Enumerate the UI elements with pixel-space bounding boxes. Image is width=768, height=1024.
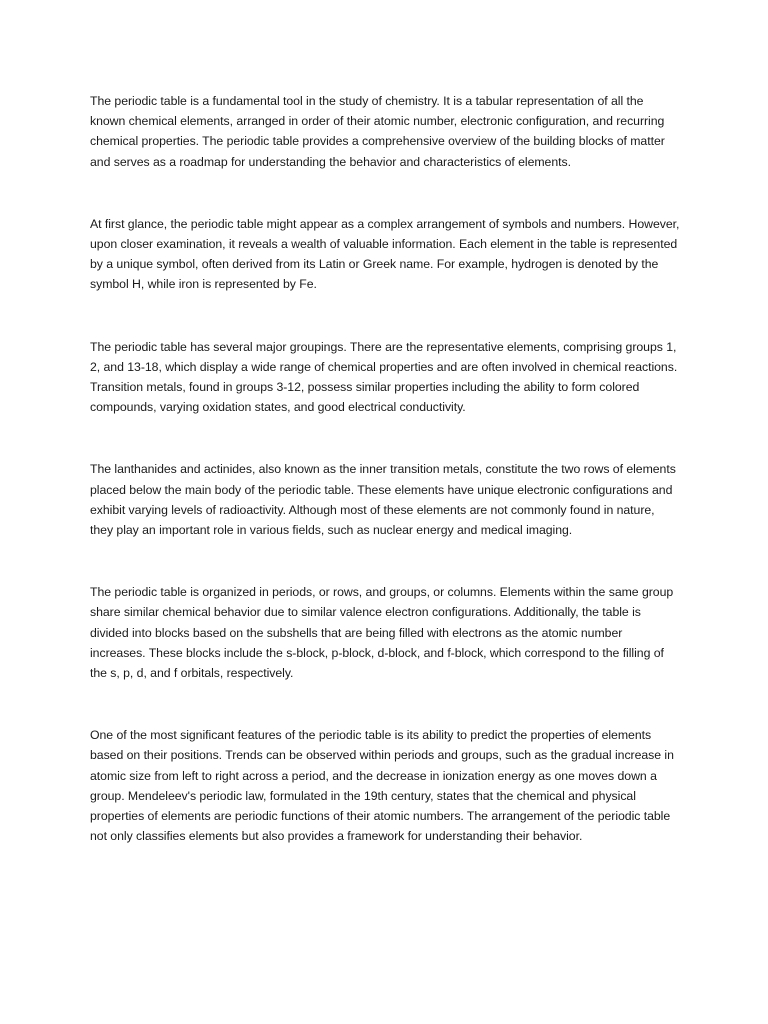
paragraph-intro: The periodic table is a fundamental tool in the study of chemistry. It is a tabular representation of all the known chemical elements, arranged in order of their atomic number, electronic configuration, and recurring chemical properties. The periodic table provides a comprehensive overview of the building blocks of matter and serves as a roadmap for understanding the behavior and characteristics of elements. — [90, 94, 665, 169]
paragraph-symbols: At first glance, the periodic table might appear as a complex arrangement of symbols and numbers. However, upon closer examination, it reveals a wealth of valuable information. Each element in the table is represented by a unique symbol, often derived from its Latin or Greek name. For example, hydrogen is denoted by the symbol H, while iron is represented by Fe. — [90, 216, 680, 292]
paragraph-lanthanides-actinides: The lanthanides and actinides, also known as the inner transition metals, constitute the two rows of elements placed below the main body of the periodic table. These elements have unique electronic configurations and exhibit varying levels of radioactivity. Although most of these elements are not commonly found in nature, they play an important role in various fields, such as nuclear energy and medical imaging. — [90, 462, 676, 538]
document-body — [90, 91, 680, 888]
paragraph-groupings: The periodic table has several major groupings. There are the representative elements, comprising groups 1, 2, and 13-18, which display a wide range of chemical properties and are often involved in chemical reactions. Transition metals, found in groups 3-12, possess similar properties including the ability to form colored compounds, varying oxidation states, and good electrical conductivity. — [90, 339, 678, 415]
paragraph-trends: One of the most significant features of the periodic table is its ability to predict the properties of elements based on their positions. Trends can be observed within periods and groups, such as the gradual increase in atomic size from left to right across a period, and the decrease in ionization energy as one moves down a group. Mendeleev's periodic law, formulated in the 19th century, states that the chemical and physical properties of elements are periodic functions of their atomic numbers. The arrangement of the periodic table not only classifies elements but also provides a framework for understanding their behavior. — [90, 728, 674, 844]
paragraph-periods-groups: The periodic table is organized in periods, or rows, and groups, or columns. Elements within the same group share similar chemical behavior due to similar valence electron configurations. Additionally, the table is divided into blocks based on the subshells that are being filled with electrons as the atomic number increases. These blocks include the s-block, p-block, d-block, and f-block, which correspond to the filling of the s, p, d, and f orbitals, respectively. — [90, 585, 674, 681]
